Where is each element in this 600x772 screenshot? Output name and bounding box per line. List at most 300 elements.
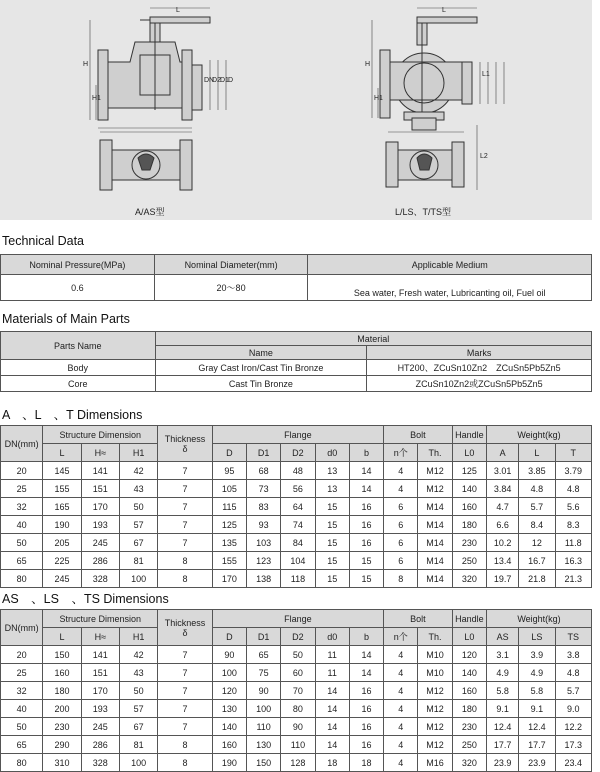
table-cell: M14 [418,498,452,516]
table-cell: 7 [158,516,212,534]
table-cell: 14 [349,462,383,480]
table-cell: 3.01 [486,462,518,480]
table-cell: 180 [452,700,486,718]
table-cell: 42 [119,462,157,480]
sub-header: LS [519,628,555,646]
table-cell: 4.9 [519,664,555,682]
table-cell: 15 [315,516,349,534]
table-cell: 64 [281,498,315,516]
table-cell: 11 [315,664,349,682]
sub-header: D [212,444,246,462]
sub-header: AS [486,628,518,646]
technical-header: Nominal Diameter(mm) [154,255,308,275]
table-cell: M16 [418,754,452,772]
table-cell: 14 [315,736,349,754]
table-cell: 151 [81,664,119,682]
table-cell: 16 [349,534,383,552]
technical-header: Applicable Medium [308,255,592,275]
table-cell: 200 [43,700,81,718]
dim-label-DN: DN [204,77,215,84]
thickness-label: Thickness [164,433,206,444]
table-cell: 23.9 [486,754,518,772]
dim-label-H1-right: H1 [374,95,383,102]
table-cell: 50 [281,646,315,664]
table-cell: 80 [1,754,43,772]
table-cell: 100 [119,754,157,772]
table-cell: 170 [81,682,119,700]
dn-header: DN(mm) [1,610,43,646]
material-name: Cast Tin Bronze [155,376,367,392]
sub-header: L0 [452,444,486,462]
table-cell: 8.3 [555,516,591,534]
technical-header: Nominal Pressure(MPa) [1,255,155,275]
table-cell: 286 [81,736,119,754]
material-part: Body [1,360,156,376]
table-cell: 32 [1,682,43,700]
table-cell: 4 [384,754,418,772]
sub-header: T [555,444,591,462]
table-cell: 100 [212,664,246,682]
drawing-panel [0,0,592,220]
name-header: Name [155,346,367,360]
table-cell: 74 [281,516,315,534]
table-cell: M14 [418,516,452,534]
weight-header: Weight(kg) [486,610,591,628]
table-cell: 118 [281,570,315,588]
handle-header: Handle [452,426,486,444]
table-cell: 100 [119,570,157,588]
table-cell: 3.84 [486,480,518,498]
table-cell: 160 [43,664,81,682]
table-cell: 23.9 [519,754,555,772]
dn-header: DN(mm) [1,426,43,462]
table-cell: 10.2 [486,534,518,552]
dimensions-a-title: A 、L 、T Dimensions [2,408,143,422]
table-cell: 3.9 [519,646,555,664]
table-cell: 128 [281,754,315,772]
table-cell: 16 [349,516,383,534]
sub-header: L [43,628,81,646]
table-cell: M12 [418,736,452,754]
table-cell: 43 [119,480,157,498]
table-cell: 190 [212,754,246,772]
table-cell: 6 [384,534,418,552]
table-cell: 18 [349,754,383,772]
sub-header: H≈ [81,444,119,462]
table-cell: 65 [247,646,281,664]
table-row [1,516,592,534]
table-cell: 80 [281,700,315,718]
parts-name-header: Parts Name [1,332,156,360]
table-cell: 17.7 [519,736,555,754]
dim-label-D2: D2 [212,77,221,84]
table-row [1,534,592,552]
table-cell: 105 [212,480,246,498]
table-cell: 320 [452,570,486,588]
table-cell: 65 [1,552,43,570]
table-cell: 193 [81,700,119,718]
table-cell: 50 [1,534,43,552]
table-cell: 140 [212,718,246,736]
table-row [1,646,592,664]
dimensions-a-table [0,425,592,588]
table-cell: 11.8 [555,534,591,552]
table-cell: 65 [1,736,43,754]
table-cell: 90 [281,718,315,736]
table-cell: 170 [212,570,246,588]
table-cell: 103 [247,534,281,552]
table-cell: 5.6 [555,498,591,516]
table-cell: 4 [384,736,418,754]
table-cell: 120 [212,682,246,700]
valve-drawing-left [0,0,300,220]
table-cell: 145 [43,462,81,480]
table-cell: 7 [158,534,212,552]
technical-data-title: Technical Data [2,234,84,248]
table-cell: 4 [384,664,418,682]
table-cell: 90 [247,682,281,700]
table-cell: 14 [315,718,349,736]
valve-drawing-right [292,0,592,220]
table-cell: 245 [81,718,119,736]
table-cell: 8 [158,754,212,772]
table-cell: 7 [158,682,212,700]
table-cell: 6 [384,498,418,516]
dimensions-as-title: AS 、LS 、TS Dimensions [2,592,169,606]
thickness-header [158,426,212,462]
table-cell: 16.3 [555,552,591,570]
table-cell: 17.7 [486,736,518,754]
table-row [1,664,592,682]
technical-value: 20～80 [154,275,308,301]
table-cell: 190 [43,516,81,534]
table-cell: 16 [349,700,383,718]
table-cell: 75 [247,664,281,682]
materials-table [0,331,592,392]
table-cell: 4.7 [486,498,518,516]
sub-header: d0 [315,444,349,462]
thickness-symbol: δ [182,443,188,454]
table-cell: 7 [158,480,212,498]
technical-value: 0.6 [1,275,155,301]
table-row [1,736,592,754]
table-cell: 13 [315,462,349,480]
table-cell: 4.9 [486,664,518,682]
sub-header: d0 [315,628,349,646]
table-cell: 48 [281,462,315,480]
table-cell: 12.2 [555,718,591,736]
sub-header: D2 [281,628,315,646]
table-cell: 81 [119,552,157,570]
table-cell: 8 [384,570,418,588]
table-cell: 6.6 [486,516,518,534]
table-cell: 19.7 [486,570,518,588]
material-marks: ZCuSn10Zn2或ZCuSn5Pb5Zn5 [367,376,592,392]
thickness-label: Thickness [164,617,206,628]
sub-header: A [486,444,518,462]
table-cell: 151 [81,480,119,498]
table-cell: 245 [81,534,119,552]
table-cell: 286 [81,552,119,570]
bolt-header: Bolt [384,426,453,444]
sub-header: n个 [384,444,418,462]
table-cell: 12.4 [486,718,518,736]
table-cell: 68 [247,462,281,480]
table-cell: 150 [247,754,281,772]
table-cell: 16 [349,718,383,736]
table-cell: M12 [418,700,452,718]
table-cell: 150 [43,646,81,664]
table-cell: 73 [247,480,281,498]
table-cell: 16 [349,498,383,516]
table-cell: 328 [81,754,119,772]
table-cell: 80 [1,570,43,588]
table-cell: 95 [212,462,246,480]
table-cell: 7 [158,664,212,682]
table-cell: 225 [43,552,81,570]
table-cell: 160 [452,498,486,516]
sub-header: D1 [247,628,281,646]
table-cell: M14 [418,534,452,552]
table-cell: 20 [1,646,43,664]
table-cell: 57 [119,700,157,718]
table-cell: 3.85 [519,462,555,480]
table-cell: 20 [1,462,43,480]
table-cell: 11 [315,646,349,664]
table-cell: 15 [315,570,349,588]
table-cell: 90 [212,646,246,664]
table-cell: 25 [1,664,43,682]
table-cell: 7 [158,498,212,516]
table-cell: 155 [43,480,81,498]
table-cell: 14 [315,682,349,700]
table-cell: 4 [384,462,418,480]
table-cell: 4.8 [519,480,555,498]
table-cell: 180 [452,516,486,534]
table-cell: 42 [119,646,157,664]
table-cell: 141 [81,462,119,480]
table-cell: M12 [418,480,452,498]
flange-header: Flange [212,426,383,444]
table-cell: 81 [119,736,157,754]
table-cell: 5.8 [486,682,518,700]
table-cell: 120 [452,646,486,664]
table-cell: 70 [281,682,315,700]
sub-header: b [349,444,383,462]
marks-header: Marks [367,346,592,360]
table-cell: 3.79 [555,462,591,480]
table-cell: 170 [81,498,119,516]
table-cell: 12.4 [519,718,555,736]
table-cell: 130 [247,736,281,754]
material-part: Core [1,376,156,392]
table-cell: 165 [43,498,81,516]
table-cell: 180 [43,682,81,700]
table-cell: 4 [384,480,418,498]
table-cell: 160 [452,682,486,700]
table-cell: 138 [247,570,281,588]
table-cell: 21.8 [519,570,555,588]
table-cell: 57 [119,516,157,534]
table-cell: 110 [247,718,281,736]
table-cell: 8 [158,570,212,588]
table-cell: M10 [418,646,452,664]
sub-header: L0 [452,628,486,646]
dim-label-L-right: L [442,7,446,14]
table-cell: 4 [384,646,418,664]
table-cell: 135 [212,534,246,552]
table-cell: 5.7 [555,682,591,700]
material-header: Material [155,332,591,346]
table-cell: 13 [315,480,349,498]
table-cell: 67 [119,534,157,552]
caption-right: L/LS、T/TS型 [395,207,452,217]
table-cell: 193 [81,516,119,534]
table-row [1,682,592,700]
material-name: Gray Cast Iron/Cast Tin Bronze [155,360,367,376]
dim-label-H1: H1 [92,95,101,102]
sub-header: n个 [384,628,418,646]
dim-label-D1: D1 [220,77,229,84]
table-cell: 4 [384,700,418,718]
table-cell: 104 [281,552,315,570]
table-cell: 3.1 [486,646,518,664]
table-cell: 250 [452,736,486,754]
table-cell: 4.8 [555,664,591,682]
table-cell: 4 [384,682,418,700]
table-cell: 125 [452,462,486,480]
table-cell: 14 [349,646,383,664]
table-cell: 25 [1,480,43,498]
table-cell: 290 [43,736,81,754]
table-cell: 141 [81,646,119,664]
table-cell: 23.4 [555,754,591,772]
table-cell: 12 [519,534,555,552]
table-cell: 50 [1,718,43,736]
table-row [1,570,592,588]
table-cell: 230 [43,718,81,736]
table-cell: 15 [349,570,383,588]
dim-label-L: L [176,7,180,14]
table-cell: 140 [452,664,486,682]
thickness-symbol: δ [182,627,188,638]
weight-header: Weight(kg) [486,426,591,444]
material-marks: HT200、ZCuSn10Zn2 ZCuSn5Pb5Zn5 [367,360,592,376]
dim-label-H: H [83,61,89,68]
table-cell: 84 [281,534,315,552]
table-row [1,754,592,772]
table-cell: 16 [349,736,383,754]
sub-header: D1 [247,444,281,462]
table-cell: 110 [281,736,315,754]
table-cell: M12 [418,462,452,480]
table-cell: 4 [384,718,418,736]
table-cell: 9.0 [555,700,591,718]
table-cell: 14 [349,480,383,498]
table-cell: 40 [1,516,43,534]
dim-label-L2-right: L2 [480,153,488,160]
table-row [1,480,592,498]
technical-value: Sea water, Fresh water, Lubricanting oil, Fuel oil [308,275,592,301]
table-row [1,552,592,570]
table-cell: 320 [452,754,486,772]
table-cell: 7 [158,700,212,718]
table-row [1,718,592,736]
table-cell: 8 [158,736,212,754]
sub-header: D [212,628,246,646]
flange-header: Flange [212,610,383,628]
table-cell: 6 [384,516,418,534]
sub-header: TS [555,628,591,646]
table-cell: 9.1 [519,700,555,718]
table-cell: 40 [1,700,43,718]
bolt-header: Bolt [384,610,453,628]
table-cell: 205 [43,534,81,552]
table-cell: 310 [43,754,81,772]
dim-label-H-right: H [365,61,371,68]
table-cell: 43 [119,664,157,682]
table-cell: 328 [81,570,119,588]
table-cell: 15 [315,498,349,516]
table-cell: 60 [281,664,315,682]
table-cell: 15 [315,552,349,570]
technical-data-table [0,254,592,301]
caption-left: A/AS型 [135,207,165,217]
table-cell: 16 [349,682,383,700]
table-cell: 130 [212,700,246,718]
table-cell: 15 [315,534,349,552]
table-cell: 230 [452,534,486,552]
table-cell: M12 [418,682,452,700]
table-cell: 67 [119,718,157,736]
table-cell: M12 [418,718,452,736]
table-cell: 7 [158,718,212,736]
materials-title: Materials of Main Parts [2,312,130,326]
table-cell: 250 [452,552,486,570]
table-cell: M10 [418,664,452,682]
table-cell: 9.1 [486,700,518,718]
sub-header: L [519,444,555,462]
table-cell: M14 [418,552,452,570]
table-cell: 13.4 [486,552,518,570]
handle-header: Handle [452,610,486,628]
table-cell: 18 [315,754,349,772]
table-cell: 14 [315,700,349,718]
table-cell: 245 [43,570,81,588]
structure-header: Structure Dimension [43,610,158,628]
table-row [1,498,592,516]
sub-header: D2 [281,444,315,462]
table-cell: 140 [452,480,486,498]
sub-header: Th. [418,628,452,646]
sub-header: L [43,444,81,462]
sub-header: H1 [119,444,157,462]
sub-header: b [349,628,383,646]
table-cell: 50 [119,682,157,700]
table-cell: 115 [212,498,246,516]
table-cell: 230 [452,718,486,736]
table-cell: 16.7 [519,552,555,570]
table-row [1,462,592,480]
table-cell: 125 [212,516,246,534]
table-cell: 160 [212,736,246,754]
table-cell: 100 [247,700,281,718]
table-cell: 83 [247,498,281,516]
thickness-header [158,610,212,646]
table-cell: 14 [349,664,383,682]
table-cell: 5.8 [519,682,555,700]
table-cell: 7 [158,646,212,664]
